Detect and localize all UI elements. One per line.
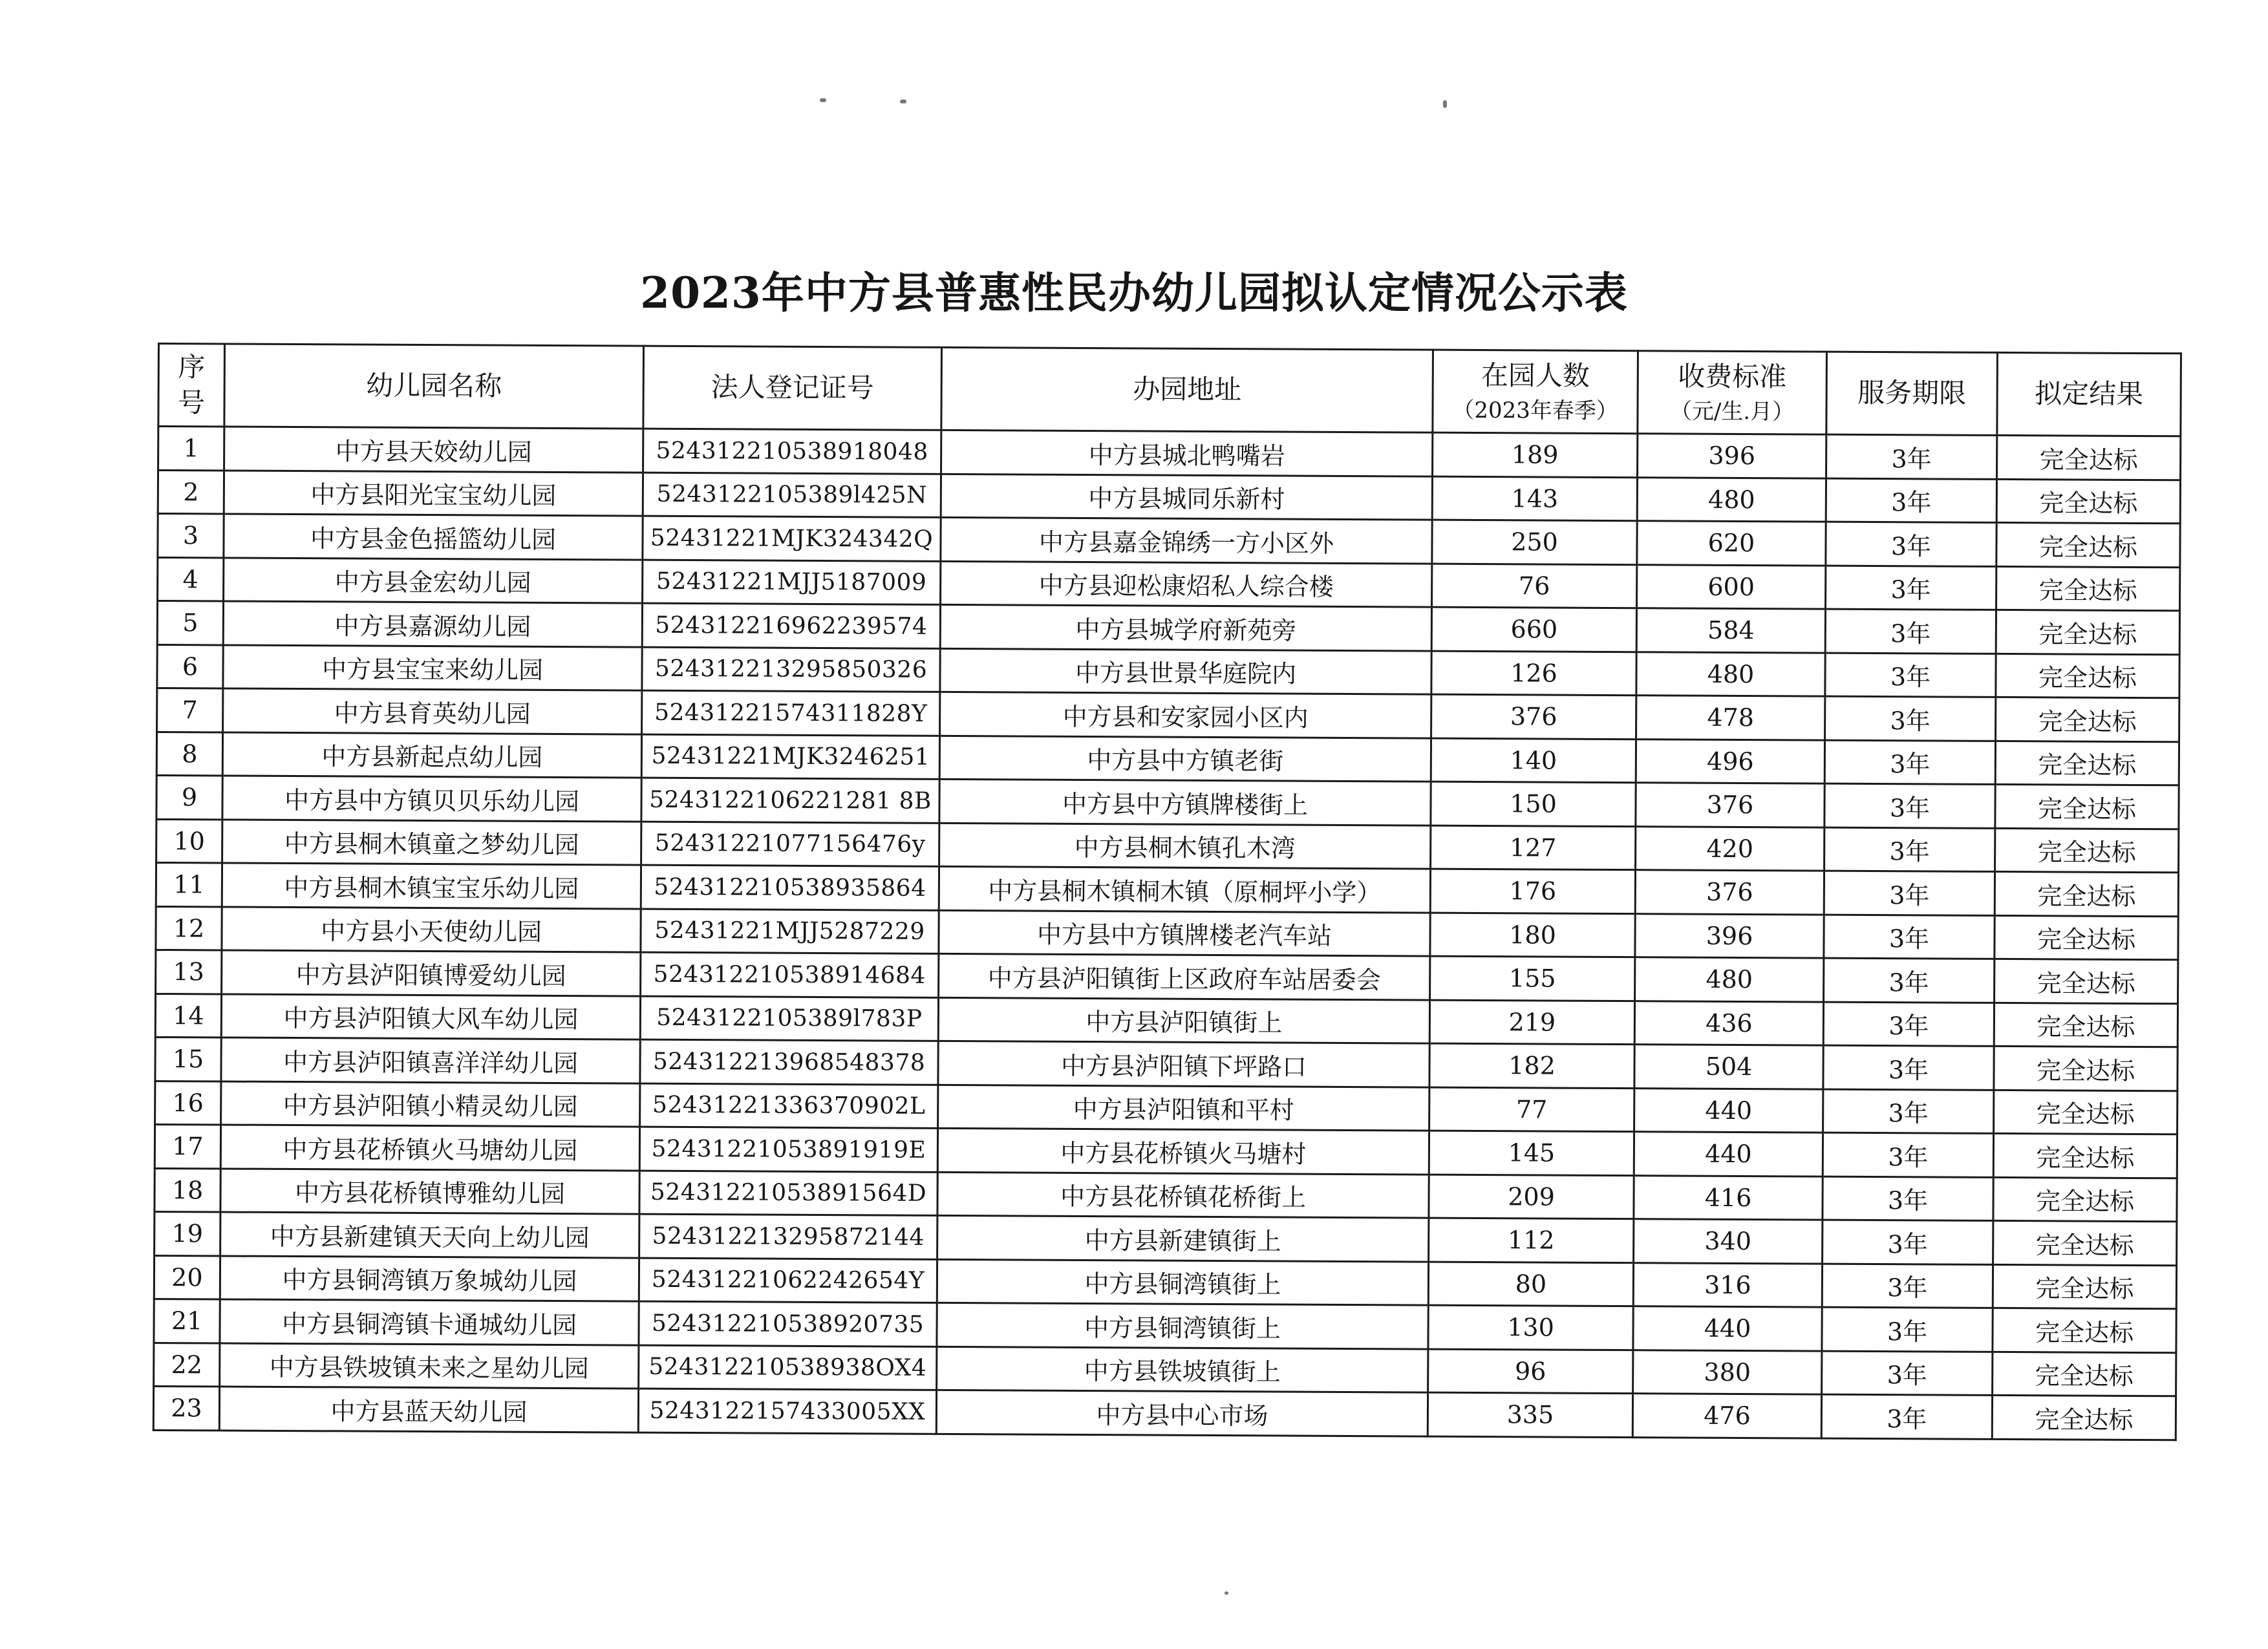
cell-addr: 中方县泸阳镇街上区政府车站居委会 [939, 953, 1430, 999]
cell-result: 完全达标 [1993, 1133, 2177, 1178]
scan-speck [1443, 100, 1447, 108]
cell-addr: 中方县世景华庭院内 [940, 648, 1431, 694]
cell-term: 3年 [1824, 958, 1995, 1003]
cell-fee: 440 [1634, 1088, 1823, 1133]
cell-fee: 380 [1633, 1350, 1822, 1394]
cell-result: 完全达标 [1993, 1308, 2176, 1352]
cell-students: 180 [1430, 913, 1635, 957]
cell-fee: 316 [1633, 1262, 1822, 1307]
cell-term: 3年 [1823, 1045, 1994, 1090]
cell-seq: 1 [158, 427, 224, 471]
cell-addr: 中方县桐木镇桐木镇（原桐坪小学） [939, 866, 1430, 912]
cell-students: 143 [1432, 476, 1637, 521]
cell-result: 完全达标 [1996, 654, 2179, 698]
header-seq-label: 序号 [177, 351, 206, 418]
cell-reg: 5243122106221281 8B [641, 778, 939, 823]
cell-result: 完全达标 [1996, 610, 2179, 654]
cell-fee: 480 [1635, 957, 1824, 1002]
cell-students: 76 [1432, 564, 1637, 608]
cell-term: 3年 [1825, 696, 1996, 741]
cell-name: 中方县泸阳镇小精灵幼儿园 [221, 1081, 640, 1127]
cell-reg: 524312213295850326 [642, 647, 940, 692]
cell-seq: 13 [156, 950, 222, 994]
cell-fee: 600 [1637, 564, 1826, 609]
cell-result: 完全达标 [1996, 522, 2180, 567]
cell-seq: 7 [157, 688, 223, 732]
cell-reg: 52431221062242654Y [639, 1258, 937, 1303]
cell-name: 中方县蓝天幼儿园 [219, 1387, 638, 1432]
cell-result: 完全达标 [1994, 1090, 2177, 1134]
cell-term: 3年 [1824, 871, 1995, 915]
cell-fee: 340 [1634, 1219, 1823, 1264]
cell-result: 完全达标 [1996, 479, 2180, 524]
cell-students: 145 [1429, 1131, 1634, 1175]
header-students-sub: （2023年春季） [1452, 397, 1618, 424]
cell-name: 中方县泸阳镇博爱幼儿园 [222, 950, 641, 996]
cell-reg: 524312216962239574 [642, 603, 940, 648]
cell-fee: 480 [1637, 477, 1826, 522]
cell-name: 中方县花桥镇博雅幼儿园 [220, 1168, 639, 1214]
cell-fee: 478 [1636, 696, 1825, 740]
cell-name: 中方县桐木镇童之梦幼儿园 [222, 819, 641, 865]
cell-name: 中方县花桥镇火马塘幼儿园 [220, 1125, 639, 1171]
cell-term: 3年 [1826, 566, 1996, 610]
header-students [1433, 350, 1638, 434]
cell-term: 3年 [1823, 1133, 1993, 1177]
cell-seq: 20 [154, 1255, 220, 1299]
cell-name: 中方县新建镇天天向上幼儿园 [220, 1212, 639, 1258]
cell-addr: 中方县嘉金锦绣一方小区外 [941, 517, 1432, 563]
cell-name: 中方县泸阳镇喜洋洋幼儿园 [221, 1037, 640, 1083]
cell-term: 3年 [1826, 478, 1996, 523]
cell-addr: 中方县桐木镇孔木湾 [939, 823, 1431, 869]
cell-name: 中方县金色摇篮幼儿园 [224, 514, 643, 560]
cell-result: 完全达标 [1994, 1046, 2177, 1090]
cell-reg: 524312213968548378 [640, 1039, 938, 1085]
cell-students: 126 [1431, 651, 1636, 696]
cell-fee: 440 [1633, 1306, 1822, 1351]
cell-addr: 中方县泸阳镇街上 [938, 997, 1429, 1043]
cell-addr: 中方县泸阳镇下坪路口 [938, 1041, 1429, 1087]
cell-fee: 396 [1635, 913, 1824, 958]
header-fee-sub: （元/生.月） [1669, 398, 1795, 425]
cell-term: 3年 [1824, 783, 1995, 828]
cell-name: 中方县天姣幼儿园 [224, 427, 643, 473]
header-result: 拟定结果 [1997, 352, 2181, 436]
kindergarten-table [153, 343, 2182, 1441]
header-seq [158, 344, 225, 427]
cell-seq: 22 [154, 1343, 220, 1387]
cell-students: 335 [1428, 1392, 1632, 1437]
cell-fee: 620 [1637, 521, 1826, 566]
cell-term: 3年 [1824, 827, 1995, 872]
cell-reg: 524312210538935864 [641, 865, 939, 910]
cell-fee: 396 [1638, 434, 1826, 478]
cell-addr: 中方县铜湾镇街上 [937, 1259, 1428, 1305]
cell-students: 189 [1433, 432, 1638, 477]
cell-students: 660 [1431, 607, 1636, 652]
cell-term: 3年 [1821, 1394, 1992, 1439]
cell-seq: 4 [158, 557, 224, 601]
cell-addr: 中方县铜湾镇街上 [937, 1303, 1428, 1348]
cell-seq: 21 [154, 1299, 220, 1343]
cell-fee: 584 [1636, 608, 1825, 653]
cell-addr: 中方县中心市场 [936, 1390, 1428, 1436]
header-fee [1638, 351, 1827, 434]
cell-students: 150 [1431, 782, 1636, 826]
cell-seq: 8 [156, 732, 222, 776]
cell-name: 中方县育英幼儿园 [223, 688, 642, 734]
cell-addr: 中方县城同乐新村 [941, 474, 1432, 520]
cell-reg: 5243122157433005XX [638, 1388, 936, 1434]
cell-seq: 3 [158, 514, 224, 558]
cell-term: 3年 [1826, 434, 1997, 479]
scan-speck [820, 98, 826, 102]
cell-result: 完全达标 [1996, 697, 2179, 741]
scan-speck [1225, 1591, 1228, 1595]
cell-addr: 中方县中方镇牌楼老汽车站 [939, 910, 1430, 956]
cell-result: 完全达标 [1995, 741, 2179, 785]
cell-students: 176 [1430, 869, 1635, 913]
cell-result: 完全达标 [1993, 1220, 2177, 1265]
cell-reg: 5243122105389l425N [643, 473, 941, 518]
cell-reg: 524312210538914684 [641, 952, 939, 997]
cell-reg: 524312210538918048 [643, 429, 941, 474]
cell-addr: 中方县花桥镇花桥街上 [937, 1172, 1429, 1218]
cell-students: 80 [1428, 1262, 1633, 1306]
cell-result: 完全达标 [1993, 1264, 2176, 1309]
cell-addr: 中方县花桥镇火马塘村 [937, 1128, 1429, 1174]
cell-name: 中方县新起点幼儿园 [222, 732, 641, 778]
cell-reg: 5243122105389l783P [640, 996, 938, 1041]
cell-seq: 10 [156, 819, 222, 863]
cell-result: 完全达标 [1994, 1003, 2177, 1047]
cell-name: 中方县铜湾镇卡通城幼儿园 [220, 1299, 639, 1345]
cell-addr: 中方县城北鸭嘴岩 [941, 430, 1433, 476]
table-row [153, 1386, 2176, 1440]
cell-term: 3年 [1822, 1307, 1993, 1352]
cell-result: 完全达标 [1992, 1395, 2176, 1440]
cell-name: 中方县金宏幼儿园 [224, 558, 643, 604]
cell-seq: 5 [157, 601, 223, 645]
cell-students: 155 [1430, 956, 1635, 1001]
cell-seq: 12 [156, 906, 222, 950]
cell-reg: 524312210538920735 [639, 1301, 937, 1346]
cell-addr: 中方县铁坡镇街上 [937, 1346, 1428, 1392]
cell-name: 中方县中方镇贝贝乐幼儿园 [222, 776, 641, 822]
header-term: 服务期限 [1826, 352, 1998, 435]
cell-students: 209 [1429, 1175, 1634, 1219]
cell-term: 3年 [1824, 915, 1995, 959]
cell-reg: 52431221574311828Y [642, 690, 940, 736]
cell-students: 127 [1431, 825, 1636, 870]
cell-term: 3年 [1823, 1089, 1994, 1134]
cell-result: 完全达标 [1995, 784, 2179, 829]
cell-result: 完全达标 [1995, 871, 2178, 916]
cell-students: 140 [1431, 738, 1636, 783]
cell-term: 3年 [1824, 740, 1995, 785]
cell-seq: 6 [157, 644, 223, 688]
cell-result: 完全达标 [1997, 435, 2181, 480]
cell-seq: 23 [153, 1386, 219, 1430]
cell-addr: 中方县泸阳镇和平村 [938, 1085, 1429, 1131]
page-title: 2023年中方县普惠性民办幼儿园拟认定情况公示表 [640, 268, 1628, 318]
cell-students: 250 [1432, 520, 1637, 564]
cell-seq: 18 [155, 1168, 220, 1212]
cell-reg: 52431221MJJ5187009 [643, 560, 941, 605]
cell-students: 96 [1428, 1349, 1633, 1394]
cell-addr: 中方县和安家园小区内 [940, 692, 1431, 738]
cell-students: 376 [1431, 694, 1636, 739]
cell-seq: 2 [158, 470, 224, 514]
header-fee-label: 收费标准 [1678, 360, 1787, 393]
cell-name: 中方县铜湾镇万象城幼儿园 [220, 1255, 639, 1301]
cell-fee: 376 [1635, 870, 1824, 915]
cell-term: 3年 [1823, 1176, 1993, 1221]
cell-term: 3年 [1822, 1351, 1993, 1396]
cell-seq: 19 [155, 1211, 220, 1255]
cell-fee: 504 [1634, 1045, 1823, 1089]
cell-addr: 中方县新建镇街上 [937, 1215, 1429, 1261]
cell-result: 完全达标 [1996, 566, 2180, 611]
cell-seq: 11 [156, 862, 222, 906]
cell-fee: 416 [1634, 1175, 1823, 1220]
cell-reg: 52431221MJJ5287229 [641, 909, 939, 954]
cell-term: 3年 [1823, 1002, 1994, 1047]
cell-reg: 52431221077156476y [641, 822, 939, 867]
table-body [153, 427, 2181, 1440]
cell-fee: 376 [1636, 783, 1824, 827]
cell-name: 中方县泸阳镇大风车幼儿园 [221, 994, 640, 1039]
table-header-row [158, 344, 2181, 436]
cell-term: 3年 [1825, 609, 1996, 654]
cell-students: 219 [1429, 1000, 1634, 1045]
cell-result: 完全达标 [1995, 915, 2178, 960]
cell-reg: 52431221053891919E [639, 1127, 937, 1172]
cell-fee: 420 [1636, 826, 1824, 871]
cell-name: 中方县宝宝来幼儿园 [223, 645, 642, 691]
cell-name: 中方县铁坡镇未来之星幼儿园 [220, 1343, 639, 1388]
cell-fee: 496 [1636, 739, 1824, 783]
cell-students: 77 [1429, 1087, 1634, 1132]
cell-addr: 中方县中方镇老街 [939, 736, 1431, 782]
header-students-label: 在园人数 [1481, 359, 1590, 392]
cell-reg: 52431221MJK324342Q [643, 516, 941, 561]
header-addr: 办园地址 [941, 347, 1433, 432]
cell-seq: 16 [155, 1081, 221, 1125]
cell-addr: 中方县城学府新苑旁 [940, 604, 1431, 650]
cell-result: 完全达标 [1995, 959, 2178, 1003]
cell-fee: 476 [1632, 1394, 1821, 1438]
header-reg: 法人登记证号 [643, 346, 942, 430]
cell-term: 3年 [1825, 653, 1996, 697]
cell-seq: 17 [155, 1124, 220, 1168]
cell-term: 3年 [1822, 1264, 1993, 1308]
cell-students: 182 [1429, 1043, 1634, 1088]
cell-name: 中方县桐木镇宝宝乐幼儿园 [222, 863, 641, 909]
header-name: 幼儿园名称 [224, 344, 644, 429]
cell-addr: 中方县中方镇牌楼街上 [939, 779, 1431, 825]
cell-addr: 中方县迎松康炤私人综合楼 [941, 561, 1432, 607]
cell-seq: 14 [155, 994, 221, 1037]
cell-name: 中方县阳光宝宝幼儿园 [224, 471, 643, 516]
cell-result: 完全达标 [1995, 828, 2179, 873]
cell-name: 中方县嘉源幼儿园 [223, 601, 642, 647]
cell-reg: 52431221336370902L [640, 1083, 938, 1129]
cell-name: 中方县小天使幼儿园 [222, 906, 641, 952]
cell-students: 130 [1428, 1305, 1633, 1350]
cell-seq: 15 [155, 1037, 221, 1081]
cell-reg: 52431221MJK3246251 [641, 734, 939, 780]
cell-reg: 524312210538938OX4 [639, 1345, 937, 1390]
cell-fee: 480 [1636, 652, 1825, 696]
cell-term: 3年 [1826, 522, 1996, 566]
scan-speck [900, 100, 906, 103]
cell-term: 3年 [1823, 1220, 1993, 1264]
cell-result: 完全达标 [1993, 1352, 2176, 1396]
cell-fee: 440 [1634, 1132, 1823, 1176]
cell-fee: 436 [1634, 1001, 1823, 1045]
cell-result: 完全达标 [1993, 1177, 2177, 1222]
cell-seq: 9 [156, 775, 222, 819]
cell-reg: 524312213295872144 [639, 1214, 937, 1259]
cell-students: 112 [1429, 1218, 1634, 1262]
cell-reg: 52431221053891564D [639, 1171, 937, 1216]
